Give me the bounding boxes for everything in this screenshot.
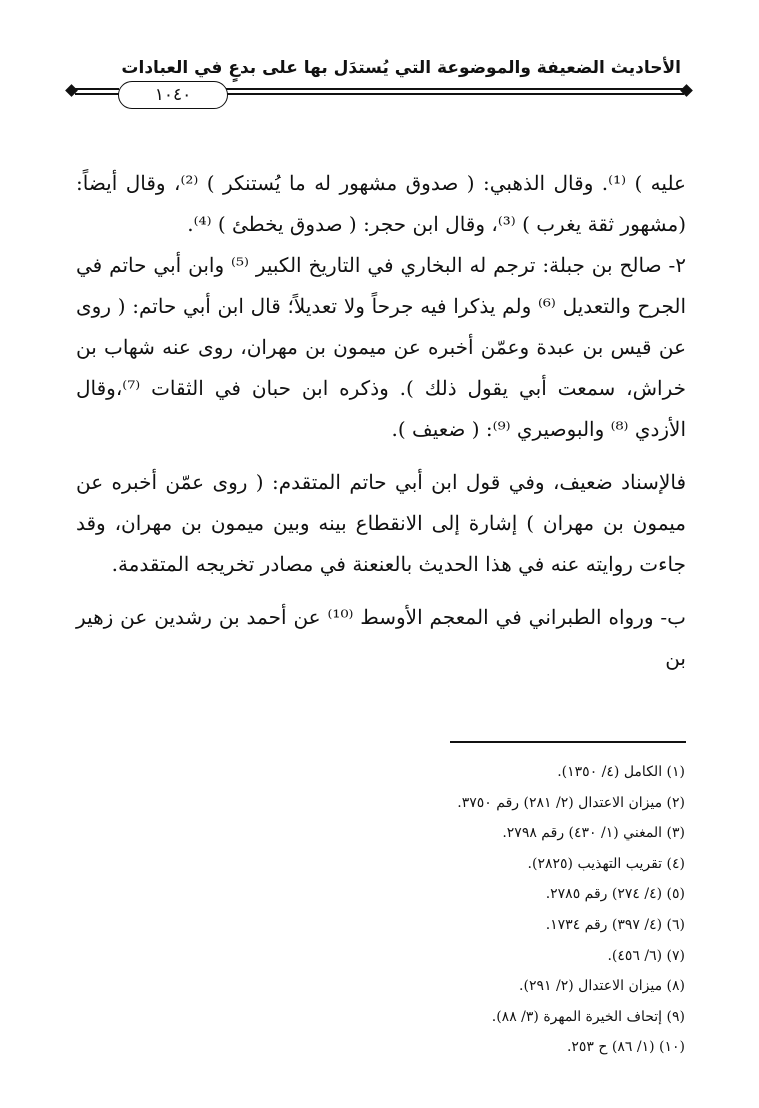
paragraph-1: عليه ) ⁽¹⁾. وقال الذهبي: ( صدوق مشهور له ما يُستنكر ) ⁽²⁾، وقال أيضاً: (مشهور ثقة يغرب ) ⁽³⁾، وقال ابن حجر: ( صدوق يخطئ ) ⁽⁴⁾. [76, 171, 686, 236]
footnote-1: (١) الكامل (٤/ ١٣٥٠). [557, 764, 685, 780]
paragraph-2: ٢- صالح بن جبلة: ترجم له البخاري في التاريخ الكبير ⁽⁵⁾ وابن أبي حاتم في الجرح والتعديل ⁽⁶⁾ ولم يذكرا فيه جرحاً ولا تعديلاً؛ قال ابن أبي حاتم: ( روى عن قيس بن عبدة وعمّن أخبره عن ميمون بن مهران، روى عنه شهاب بن خراش، سمعت أبي يقول ذلك ). وذكره ابن حبان في الثقات ⁽⁷⁾،وقال الأزدي ⁽⁸⁾ والبوصيري ⁽⁹⁾: ( ضعيف ). [76, 253, 687, 441]
footnotes [285, 757, 685, 1063]
header-rule-top [75, 88, 119, 90]
footnote-4: (٤) تقريب التهذيب (٢٨٢٥). [527, 855, 685, 872]
footnote-10: (١٠) (١/ ٨٦) ح ٢٥٣. [566, 1039, 685, 1056]
footnote-2: (٢) ميزان الاعتدال (٢/ ٢٨١) رقم ٣٧٥٠. [457, 794, 685, 811]
ornament-diamond-right [680, 84, 693, 97]
footnote-7: (٧) (٦/ ٤٥٦). [607, 947, 685, 964]
ornament-diamond-left [65, 84, 78, 97]
footnote-9: (٩) إتحاف الخيرة المهرة (٣/ ٨٨). [491, 1008, 685, 1025]
footnote-6: (٦) (٤/ ٣٩٧) رقم ١٧٣٤. [545, 916, 685, 933]
header-rule-bottom [226, 93, 684, 95]
paragraph-4: ب- ورواه الطبراني في المعجم الأوسط ⁽¹⁰⁾ عن أحمد بن رشدين عن زهير بن [76, 605, 687, 670]
main-text [76, 163, 686, 679]
page-number-text: ١٠٤٠ [154, 85, 192, 105]
footnote-8: (٨) ميزان الاعتدال (٢/ ٢٩١). [519, 978, 685, 995]
footnote-5: (٥) (٤/ ٢٧٤) رقم ٢٧٨٥. [545, 886, 685, 903]
footnote-separator [450, 741, 686, 743]
header-title: الأحاديث الضعيفة والموضوعة التي يُستدَل بها على بدعٍ في العبادات [121, 58, 681, 78]
header-rule-top [226, 88, 684, 90]
paragraph-3: فالإسناد ضعيف، وفي قول ابن أبي حاتم المتقدم: ( روى عمّن أخبره عن ميمون بن مهران ) إشارة إلى الانقطاع بينه وبين ميمون بن مهران، وقد جاءت روايته عنه في هذا الحديث بالعنعنة في مصادر تخريجه المتقدمة. [76, 470, 686, 576]
header-rule-bottom [75, 93, 119, 95]
page-number [118, 81, 228, 109]
footnote-3: (٣) المغني (١/ ٤٣٠) رقم ٢٧٩٨. [502, 825, 685, 842]
